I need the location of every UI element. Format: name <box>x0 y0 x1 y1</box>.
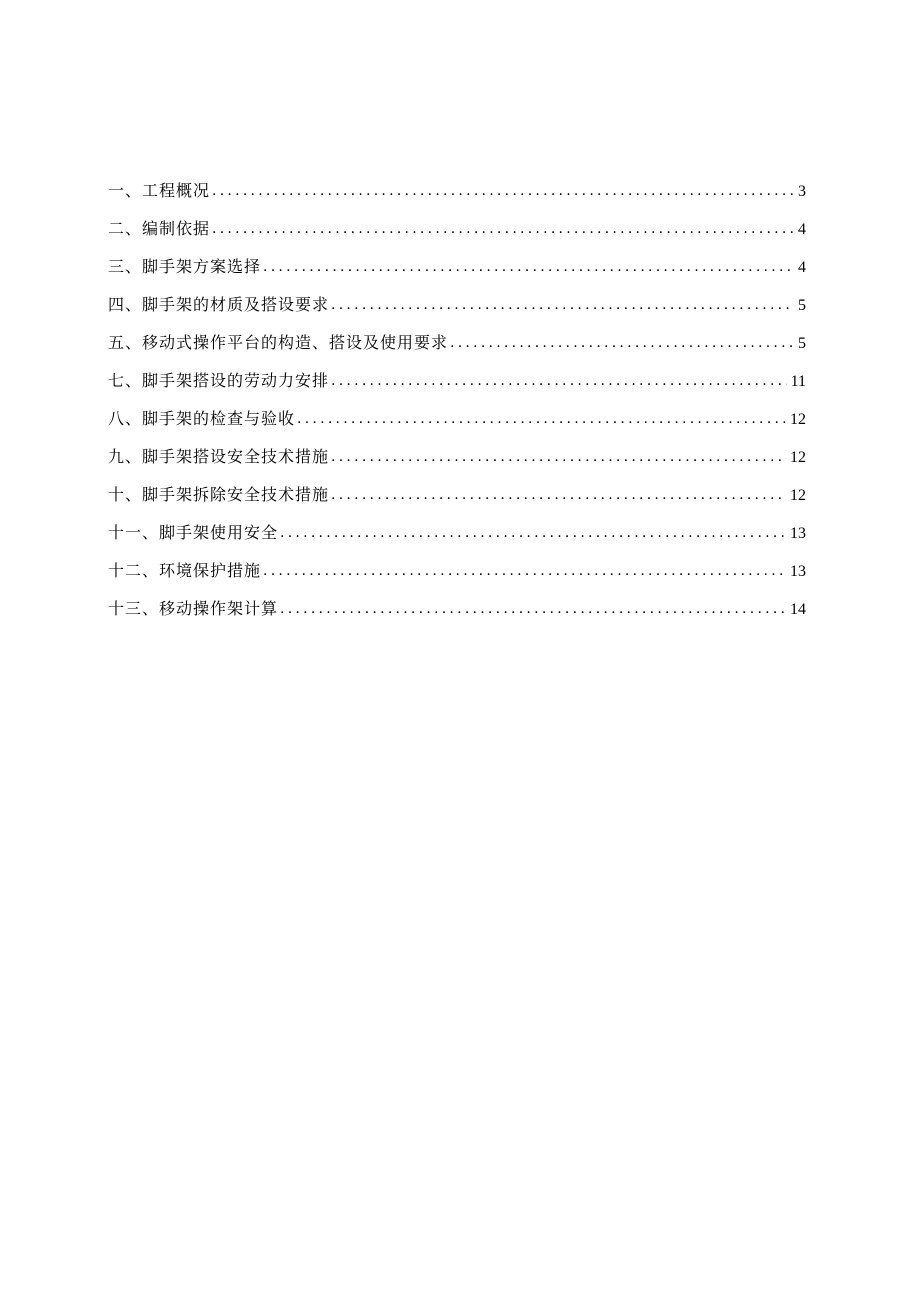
toc-dot-leader <box>297 403 786 434</box>
toc-entry[interactable] <box>108 252 806 290</box>
toc-entry[interactable] <box>108 480 806 518</box>
toc-entry-title: 一、工程概况 <box>108 181 211 200</box>
toc-entry[interactable] <box>108 594 806 632</box>
toc-entry-page: 4 <box>798 221 806 238</box>
toc-entry-title: 四、脚手架的材质及搭设要求 <box>108 295 330 314</box>
toc-entry-title: 七、脚手架搭设的劳动力安排 <box>108 371 330 390</box>
toc-entry-page: 4 <box>798 259 806 276</box>
toc-entry-title: 十一、脚手架使用安全 <box>108 523 279 542</box>
toc-dot-leader <box>280 593 786 624</box>
toc-entry[interactable] <box>108 366 806 404</box>
toc-dot-leader <box>331 289 794 320</box>
toc-entry-title: 五、移动式操作平台的构造、搭设及使用要求 <box>108 333 449 352</box>
toc-entry-page: 5 <box>798 335 806 352</box>
toc-entry-title: 八、脚手架的检查与验收 <box>108 409 296 428</box>
toc-entry-page: 12 <box>790 449 806 466</box>
toc-entry[interactable] <box>108 404 806 442</box>
toc-entry[interactable] <box>108 556 806 594</box>
toc-entry-page: 13 <box>790 525 806 542</box>
toc-entry[interactable] <box>108 214 806 252</box>
toc-entry-title: 九、脚手架搭设安全技术措施 <box>108 447 330 466</box>
toc-entry-title: 十三、移动操作架计算 <box>108 599 279 618</box>
toc-entry-title: 十二、环境保护措施 <box>108 561 262 580</box>
toc-dot-leader <box>212 213 794 244</box>
toc-dot-leader <box>331 479 786 510</box>
toc-dot-leader <box>263 251 794 282</box>
toc-entry[interactable] <box>108 290 806 328</box>
toc-entry[interactable] <box>108 176 806 214</box>
toc-dot-leader <box>331 441 786 472</box>
toc-dot-leader <box>263 555 786 586</box>
toc-entry[interactable] <box>108 442 806 480</box>
toc-entry-page: 12 <box>790 487 806 504</box>
toc-dot-leader <box>331 365 787 396</box>
toc-entry[interactable] <box>108 328 806 366</box>
toc-entry-page: 3 <box>798 183 806 200</box>
toc-entry-page: 5 <box>798 297 806 314</box>
toc-entry-title: 二、编制依据 <box>108 219 211 238</box>
toc-entry[interactable] <box>108 518 806 556</box>
toc-entry-title: 十、脚手架拆除安全技术措施 <box>108 485 330 504</box>
table-of-contents <box>108 176 806 632</box>
toc-entry-page: 11 <box>790 373 806 390</box>
toc-entry-page: 12 <box>790 411 806 428</box>
toc-entry-page: 13 <box>790 563 806 580</box>
toc-dot-leader <box>450 327 794 358</box>
toc-entry-title: 三、脚手架方案选择 <box>108 257 262 276</box>
toc-entry-page: 14 <box>790 601 806 618</box>
toc-dot-leader <box>212 175 794 206</box>
toc-dot-leader <box>280 517 786 548</box>
